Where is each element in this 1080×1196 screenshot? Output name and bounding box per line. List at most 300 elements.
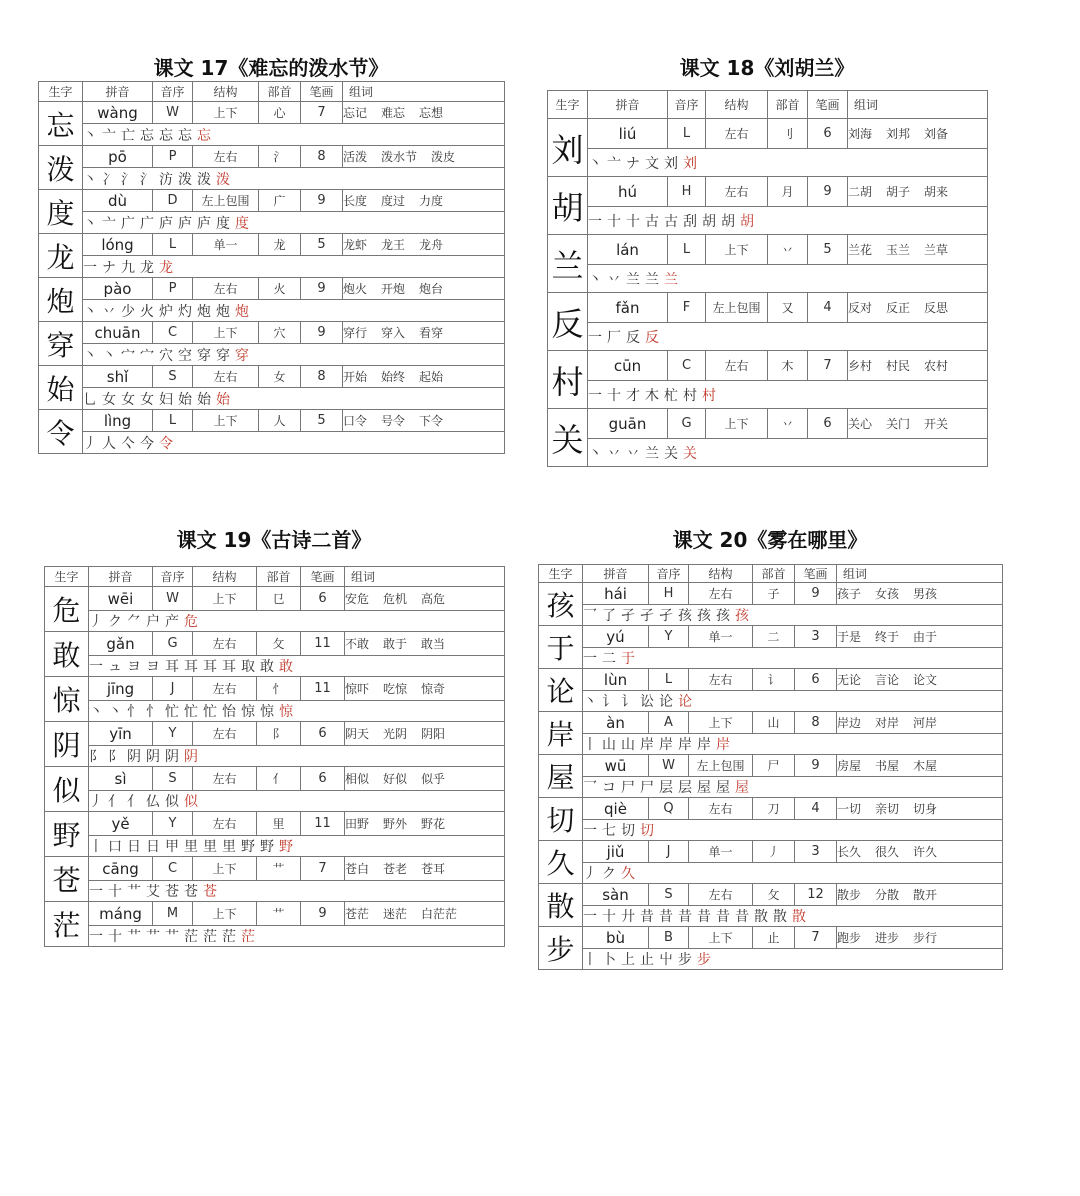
column-header-strokes: 笔画 [808, 91, 848, 119]
stroke-step: 论 [678, 694, 694, 710]
word: 一切 [837, 802, 862, 816]
character: 忘 [46, 108, 75, 142]
stroke-order-row [45, 746, 505, 767]
stroke-step: ク [602, 866, 618, 882]
stroke-step: 丶 [83, 127, 99, 144]
radical-cell: 忄 [257, 677, 301, 701]
stroke-step: 山 [602, 737, 618, 753]
stroke-step: 取 [241, 659, 257, 675]
word: 号令 [381, 414, 406, 428]
stroke-order-cell [588, 439, 988, 467]
structure-cell: 上下 [689, 927, 753, 949]
words-cell [848, 235, 988, 265]
table-row [548, 409, 988, 439]
word: 兰花 [848, 243, 873, 257]
words-cell [343, 322, 505, 344]
radical-cell: 穴 [259, 322, 301, 344]
stroke-step: 廾 [621, 909, 637, 925]
character-cell [539, 884, 583, 927]
stroke-step: 怡 [222, 704, 238, 720]
pinyin-cell: jiǔ [583, 841, 649, 863]
words-cell [837, 712, 1003, 734]
character: 反 [551, 304, 584, 343]
strokes-cell: 7 [301, 857, 345, 881]
character: 阴 [52, 729, 81, 762]
strokes-cell: 6 [301, 767, 345, 791]
stroke-step: 文 [645, 155, 661, 172]
stroke-step: 野 [260, 839, 276, 855]
order-cell: W [649, 755, 689, 777]
stroke-step: 妇 [159, 391, 175, 408]
table-row [548, 177, 988, 207]
stroke-step: 切 [640, 823, 656, 839]
stroke-step: 茫 [203, 929, 219, 945]
stroke-step: ヨ [146, 659, 162, 675]
stroke-order-cell [83, 344, 505, 366]
stroke-step: 昔 [716, 909, 732, 925]
stroke-step: 亠 [102, 127, 118, 144]
stroke-step: 穿 [235, 347, 251, 364]
word: 散开 [913, 888, 938, 902]
stroke-step: 丶 [588, 271, 604, 288]
stroke-step: 厂 [607, 329, 623, 346]
order-cell: Y [153, 722, 193, 746]
pinyin-cell: fǎn [588, 293, 668, 323]
word: 步行 [913, 931, 938, 945]
character-cell [39, 278, 83, 322]
column-header-pinyin: 拼音 [588, 91, 668, 119]
radical-cell: 攵 [257, 632, 301, 656]
table-row [39, 410, 505, 432]
character-cell [39, 366, 83, 410]
word: 房屋 [837, 759, 862, 773]
order-cell: L [649, 669, 689, 691]
radical-cell: 心 [259, 102, 301, 124]
pinyin-cell: wēi [89, 587, 153, 611]
words-cell [848, 119, 988, 149]
stroke-step: 灼 [178, 303, 194, 320]
strokes-cell: 5 [301, 410, 343, 432]
word: 看穿 [419, 326, 444, 340]
stroke-step: 耳 [184, 659, 200, 675]
order-cell: M [153, 902, 193, 926]
stroke-step: 切 [621, 823, 637, 839]
strokes-cell: 3 [795, 626, 837, 648]
stroke-step: 九 [121, 259, 137, 276]
stroke-order-cell [583, 605, 1003, 626]
character-cell [548, 293, 588, 351]
radical-cell: 刀 [753, 798, 795, 820]
stroke-step: 忙 [184, 704, 200, 720]
structure-cell: 左右 [193, 146, 259, 168]
radical-cell: 二 [753, 626, 795, 648]
order-cell: Y [649, 626, 689, 648]
stroke-step: ヨ [127, 659, 143, 675]
stroke-step: 艾 [146, 884, 162, 900]
stroke-step: 一 [588, 329, 604, 346]
structure-cell: 左右 [193, 366, 259, 388]
stroke-order-row [539, 863, 1003, 884]
table-row [539, 669, 1003, 691]
pinyin-cell: liú [588, 119, 668, 149]
word: 长度 [343, 194, 368, 208]
radical-cell: 讠 [753, 669, 795, 691]
word: 光阴 [383, 727, 408, 741]
column-header-char: 生字 [548, 91, 588, 119]
pinyin-cell: dù [83, 190, 153, 212]
pinyin-cell: lán [588, 235, 668, 265]
radical-cell: 尸 [753, 755, 795, 777]
word: 忘记 [343, 106, 368, 120]
word: 男孩 [913, 587, 938, 601]
character-cell [45, 677, 89, 722]
word: 散步 [837, 888, 862, 902]
stroke-step: 度 [216, 215, 232, 232]
table-row [45, 767, 505, 791]
stroke-step: 孩 [697, 608, 713, 624]
radical-cell: 木 [768, 351, 808, 381]
strokes-cell: 6 [808, 119, 848, 149]
stroke-step: 丶 [102, 347, 118, 364]
word: 跑步 [837, 931, 862, 945]
stroke-order-row [548, 381, 988, 409]
character-cell [539, 669, 583, 712]
words-cell [837, 669, 1003, 691]
structure-cell: 左上包围 [193, 190, 259, 212]
stroke-step: 产 [165, 614, 181, 630]
character: 孩 [546, 589, 575, 622]
character: 苍 [52, 864, 81, 897]
word: 由于 [913, 630, 938, 644]
order-cell: L [153, 234, 193, 256]
character: 屋 [546, 761, 575, 794]
stroke-step: 敢 [260, 659, 276, 675]
structure-cell: 左右 [689, 583, 753, 605]
stroke-order-cell [89, 926, 505, 947]
word: 吃惊 [383, 682, 408, 696]
stroke-order-row [548, 149, 988, 177]
stroke-step: 一 [89, 929, 105, 945]
structure-cell: 左右 [706, 119, 768, 149]
strokes-cell: 6 [795, 669, 837, 691]
character: 野 [52, 819, 81, 852]
pinyin-cell: àn [583, 712, 649, 734]
table-row [539, 755, 1003, 777]
stroke-step: 于 [621, 651, 637, 667]
word: 田野 [345, 817, 370, 831]
table-row [539, 798, 1003, 820]
stroke-step: 丶 [588, 445, 604, 462]
stroke-order-row [548, 439, 988, 467]
stroke-order-row [39, 256, 505, 278]
stroke-step: 一 [583, 909, 599, 925]
pinyin-cell: chuān [83, 322, 153, 344]
stroke-step: 艹 [165, 929, 181, 945]
character-cell [39, 102, 83, 146]
strokes-cell: 7 [808, 351, 848, 381]
word: 始终 [381, 370, 406, 384]
pinyin-cell: yú [583, 626, 649, 648]
stroke-step: 丶 [588, 155, 604, 172]
stroke-order-row [539, 820, 1003, 841]
stroke-step: 屮 [659, 952, 675, 968]
stroke-step: 杧 [664, 387, 680, 404]
word: 进步 [875, 931, 900, 945]
stroke-order-row [39, 388, 505, 410]
stroke-order-row [39, 432, 505, 454]
stroke-order-cell [83, 432, 505, 454]
stroke-step: 忙 [203, 704, 219, 720]
character-cell [539, 712, 583, 755]
character: 惊 [52, 684, 81, 717]
stroke-step: 今 [140, 435, 156, 452]
table-row [539, 712, 1003, 734]
stroke-order-row [45, 926, 505, 947]
radical-cell: 亻 [257, 767, 301, 791]
column-header-strokes: 笔画 [301, 82, 343, 102]
stroke-step: 昔 [735, 909, 751, 925]
word: 反思 [924, 301, 949, 315]
character: 令 [46, 416, 75, 450]
strokes-cell: 5 [808, 235, 848, 265]
character: 敢 [52, 639, 81, 672]
stroke-step: 艹 [127, 929, 143, 945]
stroke-step: 乛 [583, 780, 599, 796]
word: 言论 [875, 673, 900, 687]
stroke-step: 讠 [621, 694, 637, 710]
table-row [548, 293, 988, 323]
structure-cell: 左上包围 [706, 293, 768, 323]
stroke-step: 宀 [121, 347, 137, 364]
stroke-step: 昔 [678, 909, 694, 925]
column-header-radical: 部首 [259, 82, 301, 102]
character: 兰 [551, 246, 584, 285]
stroke-step: 反 [645, 329, 661, 346]
stroke-step: 亠 [607, 155, 623, 172]
words-cell [345, 857, 505, 881]
column-header-words: 组词 [345, 567, 505, 587]
radical-cell: 里 [257, 812, 301, 836]
word: 似乎 [421, 772, 446, 786]
column-header-order: 音序 [649, 565, 689, 583]
stroke-step: 敢 [279, 659, 295, 675]
stroke-step: 氵 [121, 171, 137, 188]
stroke-step: 汸 [159, 171, 175, 188]
word: 阴天 [345, 727, 370, 741]
word: 阴阳 [421, 727, 446, 741]
character-cell [548, 409, 588, 467]
word: 开关 [924, 417, 949, 431]
word: 村民 [886, 359, 911, 373]
word: 危机 [383, 592, 408, 606]
stroke-step: 仏 [146, 794, 162, 810]
column-header-pinyin: 拼音 [83, 82, 153, 102]
strokes-cell: 9 [301, 278, 343, 300]
stroke-step: 丨 [583, 952, 599, 968]
character-cell [539, 798, 583, 841]
lesson-title: 课文 19《古诗二首》 [176, 528, 372, 552]
stroke-step: 久 [621, 866, 637, 882]
character: 关 [551, 420, 584, 459]
words-cell [837, 583, 1003, 605]
pinyin-cell: máng [89, 902, 153, 926]
strokes-cell: 9 [795, 755, 837, 777]
stroke-step: 炮 [197, 303, 213, 320]
character: 散 [546, 890, 575, 923]
stroke-step: 里 [222, 839, 238, 855]
words-cell [848, 409, 988, 439]
stroke-step: 忘 [140, 127, 156, 144]
stroke-step: 一 [588, 213, 604, 230]
words-cell [345, 722, 505, 746]
stroke-order-cell [83, 212, 505, 234]
structure-cell: 左上包围 [689, 755, 753, 777]
pinyin-cell: lóng [83, 234, 153, 256]
words-cell [343, 366, 505, 388]
stroke-order-cell [89, 611, 505, 632]
stroke-step: 十 [602, 909, 618, 925]
strokes-cell: 8 [795, 712, 837, 734]
stroke-step: 广 [140, 215, 156, 232]
stroke-step: 耳 [203, 659, 219, 675]
pinyin-cell: wàng [83, 102, 153, 124]
pinyin-cell: yě [89, 812, 153, 836]
word: 刘备 [924, 127, 949, 141]
stroke-step: 岸 [697, 737, 713, 753]
stroke-step: 度 [235, 215, 251, 232]
word: 书屋 [875, 759, 900, 773]
stroke-order-cell [583, 949, 1003, 970]
stroke-step: 十 [108, 884, 124, 900]
word: 亲切 [875, 802, 900, 816]
order-cell: H [649, 583, 689, 605]
words-cell [848, 177, 988, 207]
word: 长久 [837, 845, 862, 859]
stroke-order-cell [89, 791, 505, 812]
words-cell [345, 767, 505, 791]
stroke-step: 止 [640, 952, 656, 968]
pinyin-cell: pō [83, 146, 153, 168]
stroke-step: 才 [626, 387, 642, 404]
stroke-step: 屋 [697, 780, 713, 796]
stroke-step: 少 [121, 303, 137, 320]
structure-cell: 左右 [193, 812, 257, 836]
character: 炮 [46, 284, 75, 318]
character-cell [45, 857, 89, 902]
stroke-step: 古 [664, 213, 680, 230]
word: 安危 [345, 592, 370, 606]
radical-cell: 火 [259, 278, 301, 300]
stroke-order-row [539, 691, 1003, 712]
stroke-step: 尸 [621, 780, 637, 796]
pinyin-cell: shǐ [83, 366, 153, 388]
word: 二胡 [848, 185, 873, 199]
strokes-cell: 6 [301, 587, 345, 611]
stroke-step: 庐 [178, 215, 194, 232]
column-header-structure: 结构 [706, 91, 768, 119]
order-cell: G [153, 632, 193, 656]
order-cell: B [649, 927, 689, 949]
structure-cell: 上下 [706, 235, 768, 265]
stroke-step: 一 [83, 259, 99, 276]
stroke-step: 忘 [197, 127, 213, 144]
stroke-order-cell [89, 836, 505, 857]
word: 苍茫 [345, 907, 370, 921]
lesson-20-section [538, 522, 1002, 968]
word: 相似 [345, 772, 370, 786]
stroke-step: 屋 [716, 780, 732, 796]
words-cell [837, 841, 1003, 863]
strokes-cell: 12 [795, 884, 837, 906]
words-cell [837, 884, 1003, 906]
word: 高危 [421, 592, 446, 606]
word: 论文 [913, 673, 938, 687]
stroke-step: 惊 [279, 704, 295, 720]
order-cell: P [153, 146, 193, 168]
word: 穿入 [381, 326, 406, 340]
pinyin-cell: lùn [583, 669, 649, 691]
stroke-step: ク [108, 614, 124, 630]
radical-cell: 又 [768, 293, 808, 323]
stroke-order-cell [83, 168, 505, 190]
words-cell [837, 755, 1003, 777]
stroke-step: 阝 [89, 749, 105, 765]
table-row [539, 626, 1003, 648]
order-cell: G [668, 409, 706, 439]
pinyin-cell: cūn [588, 351, 668, 381]
structure-cell: 左右 [689, 884, 753, 906]
structure-cell: 上下 [193, 322, 259, 344]
word: 终于 [875, 630, 900, 644]
word: 许久 [913, 845, 938, 859]
strokes-cell: 11 [301, 812, 345, 836]
structure-cell: 上下 [193, 102, 259, 124]
strokes-cell: 9 [808, 177, 848, 207]
column-header-radical: 部首 [753, 565, 795, 583]
character-cell [548, 119, 588, 177]
word: 不敢 [345, 637, 370, 651]
radical-cell: 子 [753, 583, 795, 605]
stroke-step: 十 [108, 929, 124, 945]
words-cell [345, 902, 505, 926]
stroke-step: 口 [108, 839, 124, 855]
stroke-order-row [45, 701, 505, 722]
word: 木屋 [913, 759, 938, 773]
stroke-step: 龙 [140, 259, 156, 276]
stroke-step: 庐 [197, 215, 213, 232]
stroke-step: 丿 [583, 866, 599, 882]
stroke-step: 丶 [83, 215, 99, 232]
character: 胡 [551, 188, 584, 227]
stroke-step: 讠 [602, 694, 618, 710]
table-row [539, 841, 1003, 863]
word: 苍耳 [421, 862, 446, 876]
stroke-step: 女 [140, 391, 156, 408]
character-cell [45, 902, 89, 947]
word: 于是 [837, 630, 862, 644]
stroke-step: 反 [626, 329, 642, 346]
table-row [539, 583, 1003, 605]
column-header-pinyin: 拼音 [583, 565, 649, 583]
column-header-structure: 结构 [689, 565, 753, 583]
stroke-step: 孑 [659, 608, 675, 624]
column-header-char: 生字 [45, 567, 89, 587]
pinyin-cell: sàn [583, 884, 649, 906]
character-cell [45, 587, 89, 632]
radical-cell: 人 [259, 410, 301, 432]
stroke-step: 丶 [89, 704, 105, 720]
stroke-step: 丶 [108, 704, 124, 720]
